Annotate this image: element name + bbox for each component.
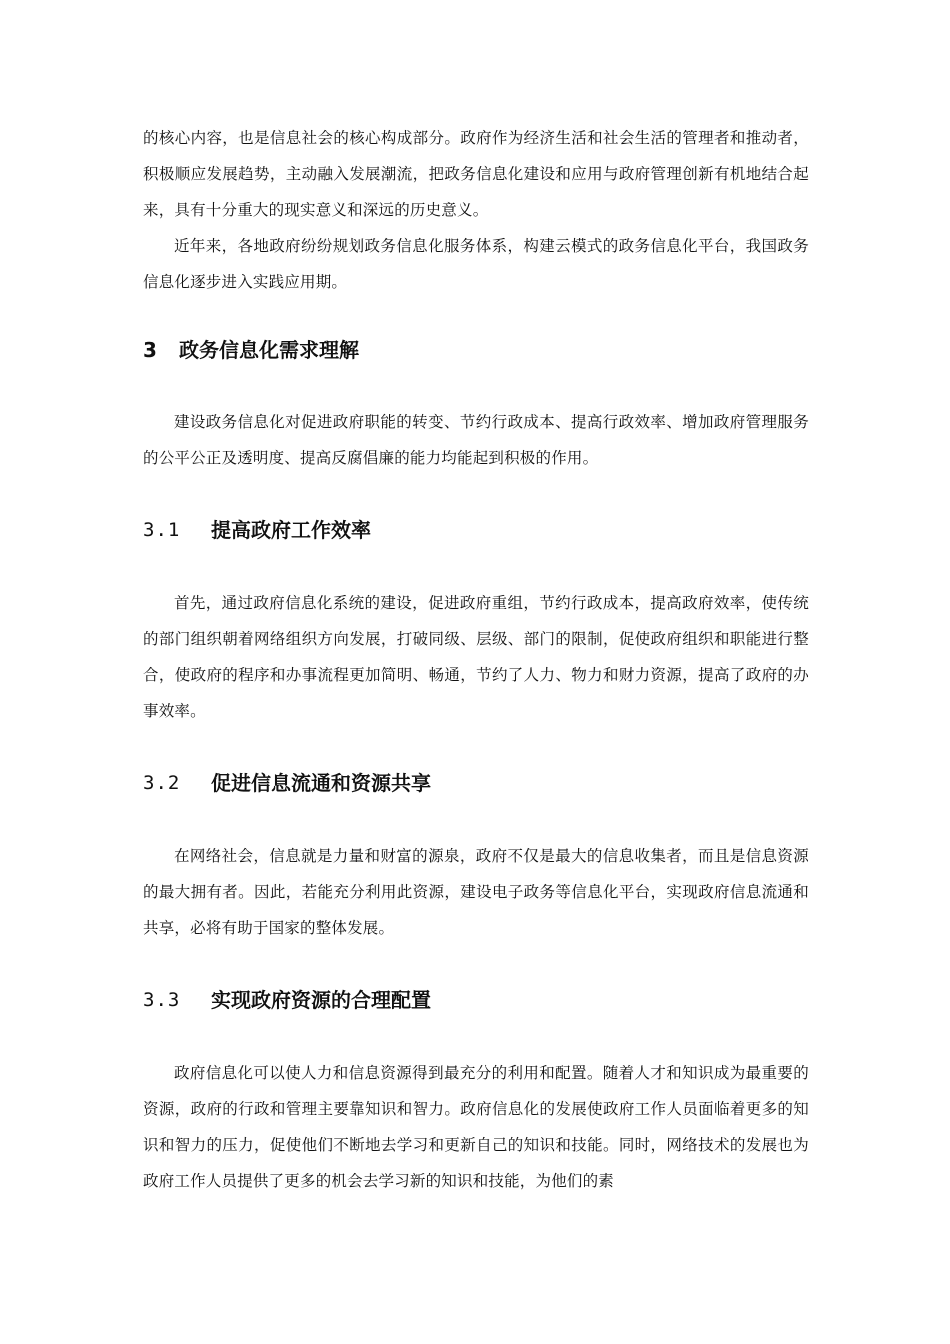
heading-title: 政务信息化需求理解 bbox=[179, 338, 359, 362]
heading-title: 实现政府资源的合理配置 bbox=[211, 988, 431, 1012]
heading-section-3-3 bbox=[143, 986, 809, 1014]
paragraph-section-3-1: 首先，通过政府信息化系统的建设，促进政府重组，节约行政成本，提高政府效率，使传统的部门组织朝着网络组织方向发展，打破同级、层级、部门的限制，促使政府组织和职能进行整合，使政府的程序和办事流程更加简明、畅通，节约了人力、物力和财力资源，提高了政府的办事效率。 bbox=[143, 594, 809, 720]
paragraph-intro-recent: 近年来，各地政府纷纷规划政务信息化服务体系，构建云模式的政务信息化平台，我国政务信息化逐步进入实践应用期。 bbox=[143, 237, 809, 291]
paragraph-section-3: 建设政务信息化对促进政府职能的转变、节约行政成本、提高行政效率、增加政府管理服务的公平公正及透明度、提高反腐倡廉的能力均能起到积极的作用。 bbox=[143, 413, 809, 467]
heading-number: 3.2 bbox=[143, 772, 181, 794]
page-content bbox=[143, 120, 809, 1199]
heading-section-3 bbox=[143, 336, 809, 364]
paragraph-intro-continued: 的核心内容，也是信息社会的核心构成部分。政府作为经济生活和社会生活的管理者和推动者，积极顺应发展趋势，主动融入发展潮流，把政务信息化建设和应用与政府管理创新有机地结合起来，具有十分重大的现实意义和深远的历史意义。 bbox=[143, 129, 809, 219]
heading-number: 3.3 bbox=[143, 989, 181, 1011]
heading-number: 3.1 bbox=[143, 519, 181, 541]
heading-number: 3 bbox=[143, 338, 157, 362]
heading-title: 提高政府工作效率 bbox=[211, 518, 371, 542]
heading-section-3-1 bbox=[143, 516, 809, 544]
heading-title: 促进信息流通和资源共享 bbox=[211, 771, 431, 795]
paragraph-section-3-3: 政府信息化可以使人力和信息资源得到最充分的利用和配置。随着人才和知识成为最重要的资源，政府的行政和管理主要靠知识和智力。政府信息化的发展使政府工作人员面临着更多的知识和智力的压力，促使他们不断地去学习和更新自己的知识和技能。同时，网络技术的发展也为政府工作人员提供了更多的机会去学习新的知识和技能，为他们的素 bbox=[143, 1064, 809, 1190]
heading-section-3-2 bbox=[143, 769, 809, 797]
paragraph-section-3-2: 在网络社会，信息就是力量和财富的源泉，政府不仅是最大的信息收集者，而且是信息资源的最大拥有者。因此，若能充分利用此资源，建设电子政务等信息化平台，实现政府信息流通和共享，必将有助于国家的整体发展。 bbox=[143, 847, 809, 937]
